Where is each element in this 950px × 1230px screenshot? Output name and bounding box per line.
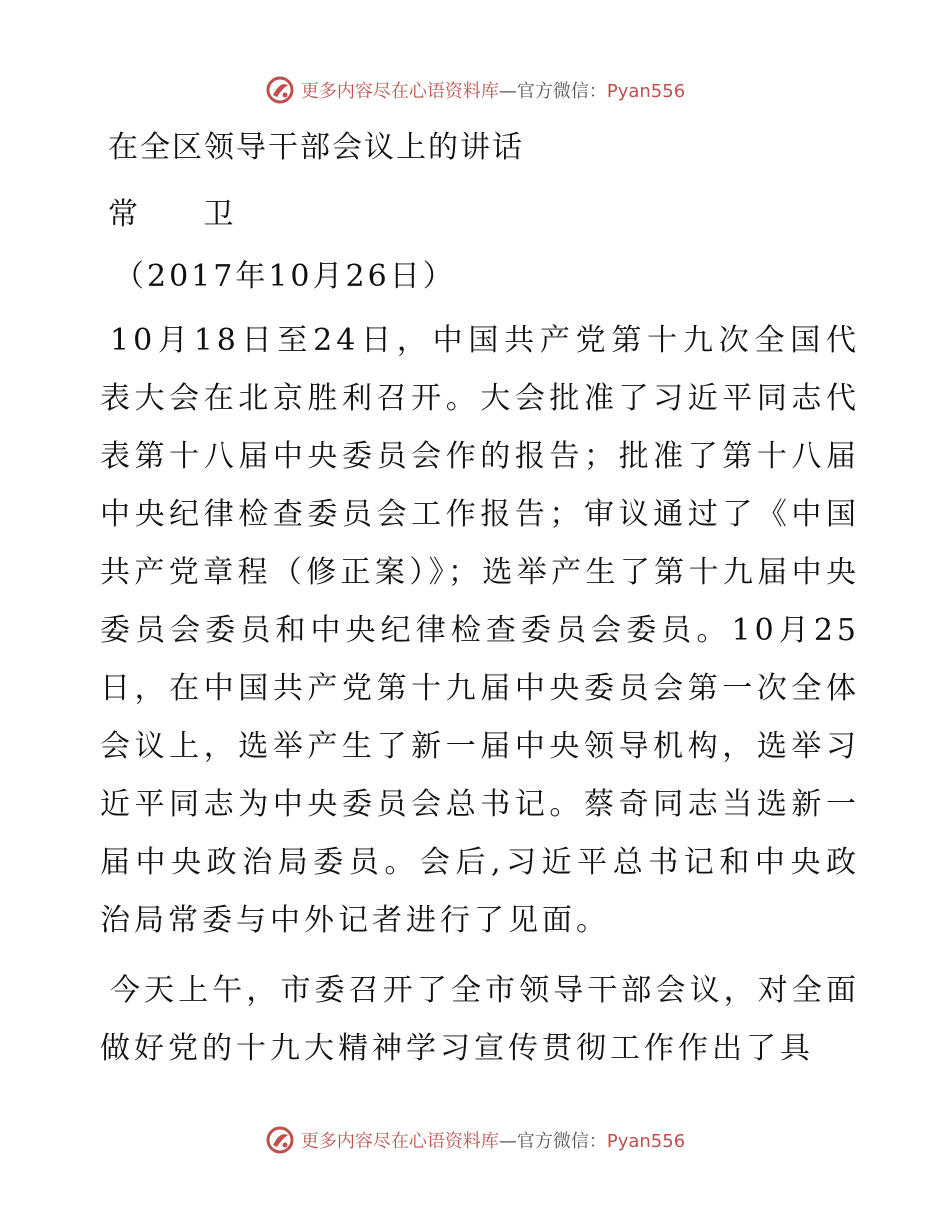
watermark-separator: —官方微信： bbox=[498, 81, 607, 102]
watermark-wechat-id: Pyan556 bbox=[606, 81, 686, 102]
watermark-text bbox=[301, 77, 685, 103]
brush-seal-icon bbox=[265, 75, 295, 105]
brush-seal-icon bbox=[265, 1125, 295, 1155]
watermark-site-text: 更多内容尽在心语资料库 bbox=[300, 1131, 499, 1152]
paragraph: 今天上午，市委召开了全市领导干部会议，对全面做好党的十九大精神学习宣传贯彻工作作出了具 bbox=[100, 973, 860, 1066]
watermark-banner-top bbox=[0, 70, 950, 110]
document-date: （2017年10月26日） bbox=[114, 259, 456, 294]
watermark-text bbox=[301, 1127, 685, 1153]
watermark-wechat-id: Pyan556 bbox=[606, 1131, 686, 1152]
watermark-site-text: 更多内容尽在心语资料库 bbox=[300, 81, 499, 102]
paragraph: 10月18日至24日，中国共产党第十九次全国代表大会在北京胜利召开。大会批准了习近平同志代表第十八届中央委员会作的报告；批准了第十八届中央纪律检查委员会工作报告；审议通过了《中国共产党章程（修正案）》；选举产生了第十九届中央委员会委员和中央纪律检查委员会委员。10月25日，在中国共产党第十九届中央委员会第一次全体会议上，选举产生了新一届中央领导机构，选举习近平同志为中央委员会总书记。蔡奇同志当选新一届中央政治局委员。会后,习近平总书记和中央政治局常委与中外记者进行了见面。 bbox=[100, 323, 860, 938]
document-title: 在全区领导干部会议上的讲话 bbox=[108, 130, 524, 165]
document-author: 常 卫 bbox=[108, 197, 262, 232]
watermark-separator: —官方微信： bbox=[498, 1131, 607, 1152]
document-body bbox=[100, 122, 860, 1078]
watermark-banner-bottom bbox=[0, 1120, 950, 1160]
